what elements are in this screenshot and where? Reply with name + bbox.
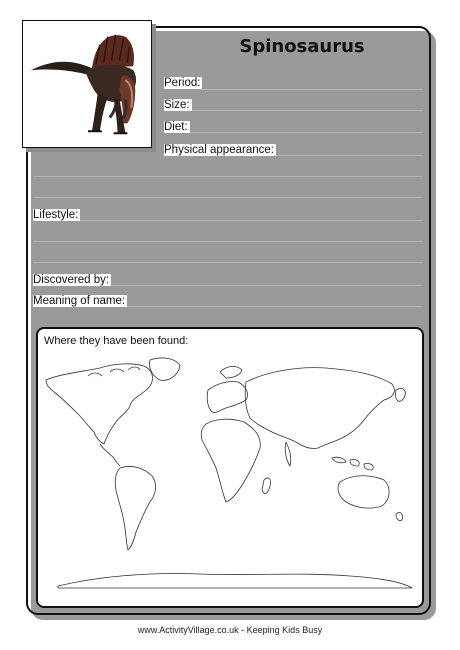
map-label: Where they have been found:	[44, 335, 189, 347]
lifestyle-line-2	[34, 241, 422, 242]
diet-line	[188, 132, 422, 133]
physical-line-2	[34, 176, 422, 177]
period-line	[200, 89, 422, 90]
discovered-by-label: Discovered by:	[33, 274, 110, 286]
discovered-line	[106, 285, 422, 286]
physical-line-1	[268, 155, 422, 156]
size-line	[190, 110, 422, 111]
spinosaurus-illustration	[23, 21, 151, 147]
lifestyle-line-1	[78, 220, 422, 221]
physical-appearance-label: Physical appearance:	[164, 144, 274, 156]
physical-line-3	[34, 197, 422, 198]
meaning-line	[122, 306, 422, 307]
meaning-of-name-label: Meaning of name:	[33, 295, 126, 307]
size-label: Size:	[164, 99, 190, 111]
period-label: Period:	[164, 77, 201, 89]
lifestyle-label: Lifestyle:	[33, 209, 79, 221]
lifestyle-line-3	[34, 262, 422, 263]
page-title: Spinosaurus	[239, 36, 365, 57]
footer-text: www.ActivityVillage.co.uk - Keeping Kids Busy	[137, 625, 323, 635]
world-map	[40, 350, 420, 600]
diet-label: Diet:	[164, 121, 188, 133]
dinosaur-image	[22, 20, 152, 148]
